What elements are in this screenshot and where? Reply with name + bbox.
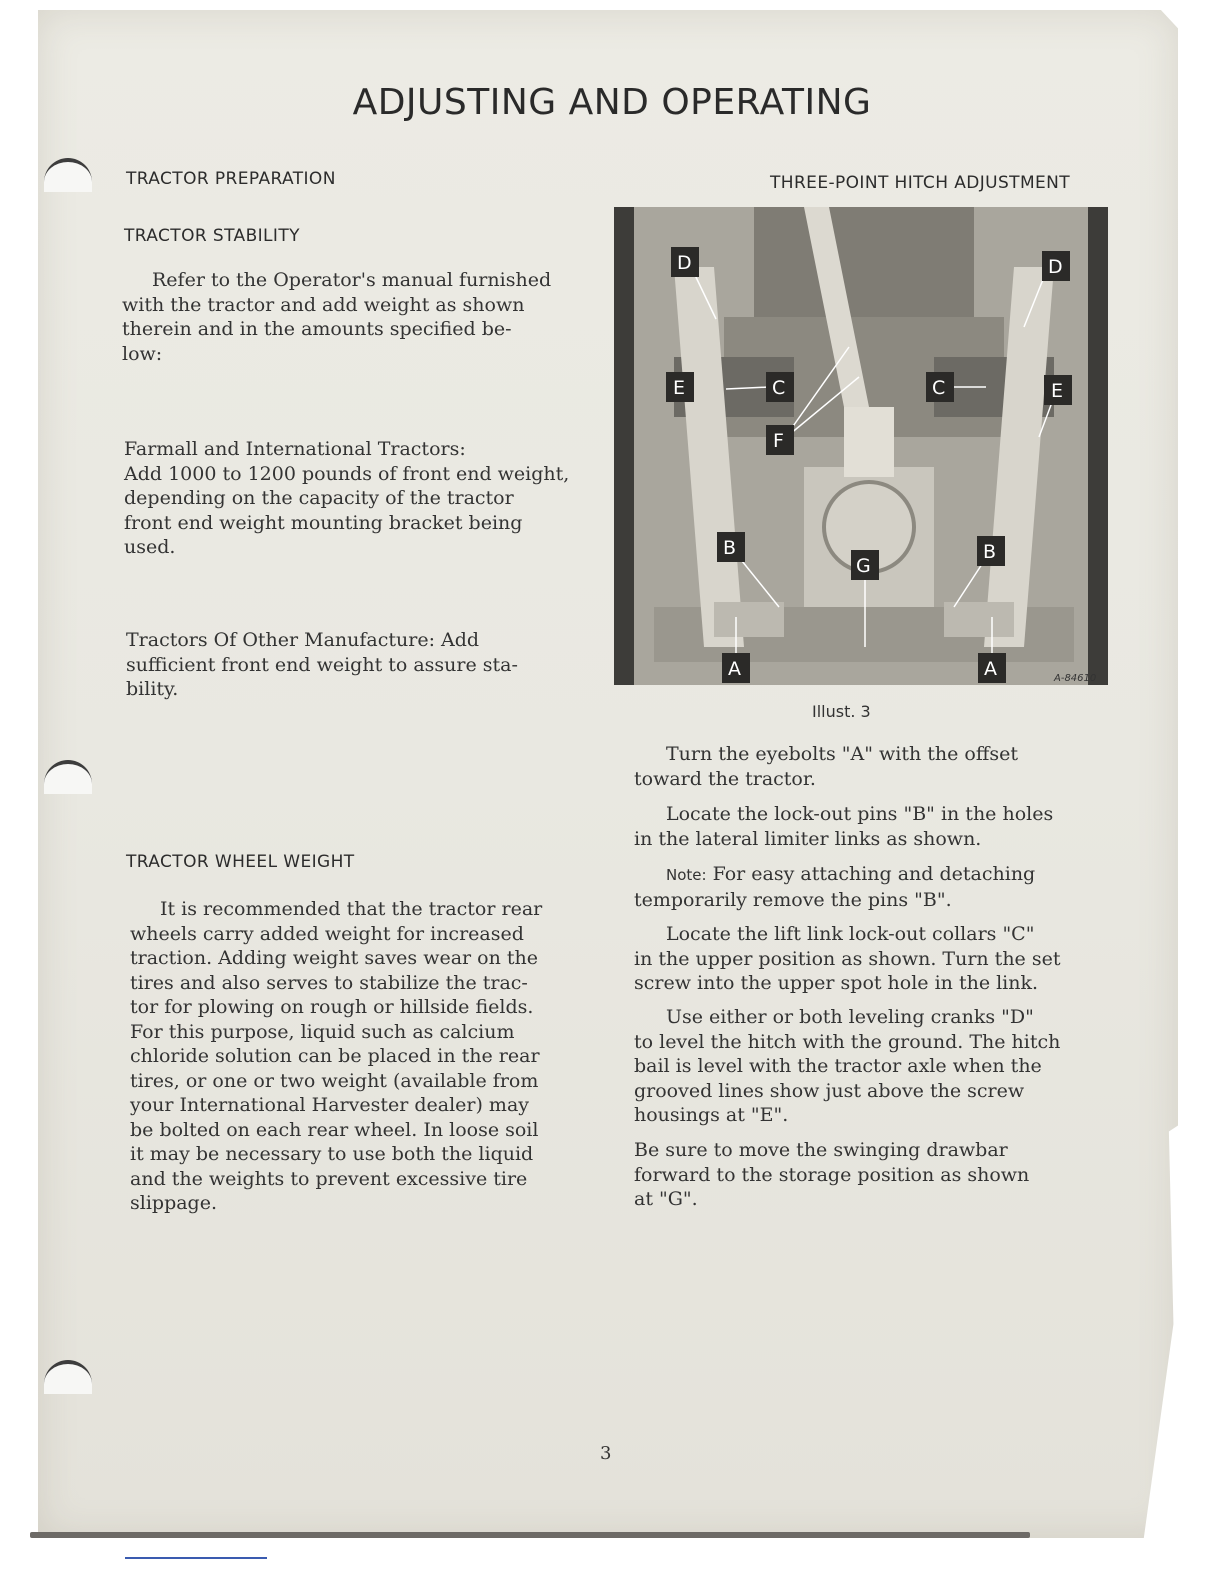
hitch-photo-drawing: [614, 207, 1108, 685]
callout-c-right-text: C: [932, 377, 946, 399]
callout-g-text: G: [856, 555, 871, 577]
stability-paragraph: Refer to the Operator's manual furnished with the tractor and add weight as shown therein and in the amounts specified be- low:: [122, 269, 552, 365]
wheel-weight-paragraph: It is recommended that the tractor rear wheels carry added weight for increased traction. Adding weight saves wear on the tires and also serves to stabilize the trac- tor for plowing on rough or hillside fields. For this purpose, liquid such as calcium chloride solution can be placed in the rear tires, or one or two weight (available from your International Harvester dealer) may be bolted on each rear wheel. In loose soil it may be necessary to use both the liquid and the weights to prevent excessive tire slippage.: [130, 898, 543, 1214]
callout-e-right-text: E: [1051, 380, 1064, 402]
eyebolts-paragraph: Turn the eyebolts "A" with the offset toward the tractor.: [634, 743, 1018, 790]
illustration-code: A-84610: [1054, 673, 1097, 684]
callout-a-right-text: A: [984, 658, 997, 680]
tractor-stability-heading: TRACTOR STABILITY: [124, 226, 300, 246]
illustration-caption: Illust. 3: [812, 702, 871, 721]
callout-f-text: F: [773, 430, 784, 452]
lockout-pins-paragraph: Locate the lock-out pins "B" in the holes in the lateral limiter links as shown.: [634, 803, 1054, 850]
lift-link-paragraph: Locate the lift link lock-out collars "C" in the upper position as shown. Turn the set screw into the upper spot hole in the link.: [634, 923, 1061, 994]
bottom-edge-line: [125, 1557, 267, 1559]
other-manufacture-paragraph: Tractors Of Other Manufacture: Add sufficient front end weight to assure sta- bility.: [126, 629, 518, 700]
callout-e-left-text: E: [673, 377, 686, 399]
note-text: For easy attaching and detaching temporarily remove the pins "B".: [634, 863, 1036, 911]
tractor-wheel-weight-heading: TRACTOR WHEEL WEIGHT: [126, 852, 355, 872]
callout-d-left-text: D: [677, 252, 692, 274]
page-number: 3: [600, 1443, 612, 1464]
leveling-cranks-paragraph: Use either or both leveling cranks "D" to level the hitch with the ground. The hitch bail is level with the tractor axle when the grooved lines show just above the screw housings at "E".: [634, 1006, 1061, 1126]
callout-b-left-text: B: [723, 537, 737, 559]
note-paragraph: [634, 862, 1114, 912]
farmall-paragraph: Farmall and International Tractors: Add 1000 to 1200 pounds of front end weight, depending on the capacity of the tractor front end weight mounting bracket being used.: [124, 438, 570, 558]
callout-d-right-text: D: [1048, 256, 1063, 278]
hitch-adjustment-heading: THREE-POINT HITCH ADJUSTMENT: [770, 173, 1071, 193]
callout-b-right-text: B: [983, 541, 997, 563]
page-edge-shadow: [30, 1532, 1030, 1538]
page-title: ADJUSTING AND OPERATING: [352, 82, 872, 123]
callout-a-left-text: A: [728, 658, 741, 680]
callout-c-left-text: C: [772, 377, 786, 399]
note-label: Note:: [666, 866, 707, 884]
hitch-illustration: [614, 207, 1108, 685]
drawbar-paragraph: Be sure to move the swinging drawbar forward to the storage position as shown at "G".: [634, 1139, 1030, 1210]
tractor-preparation-heading: TRACTOR PREPARATION: [126, 169, 336, 189]
